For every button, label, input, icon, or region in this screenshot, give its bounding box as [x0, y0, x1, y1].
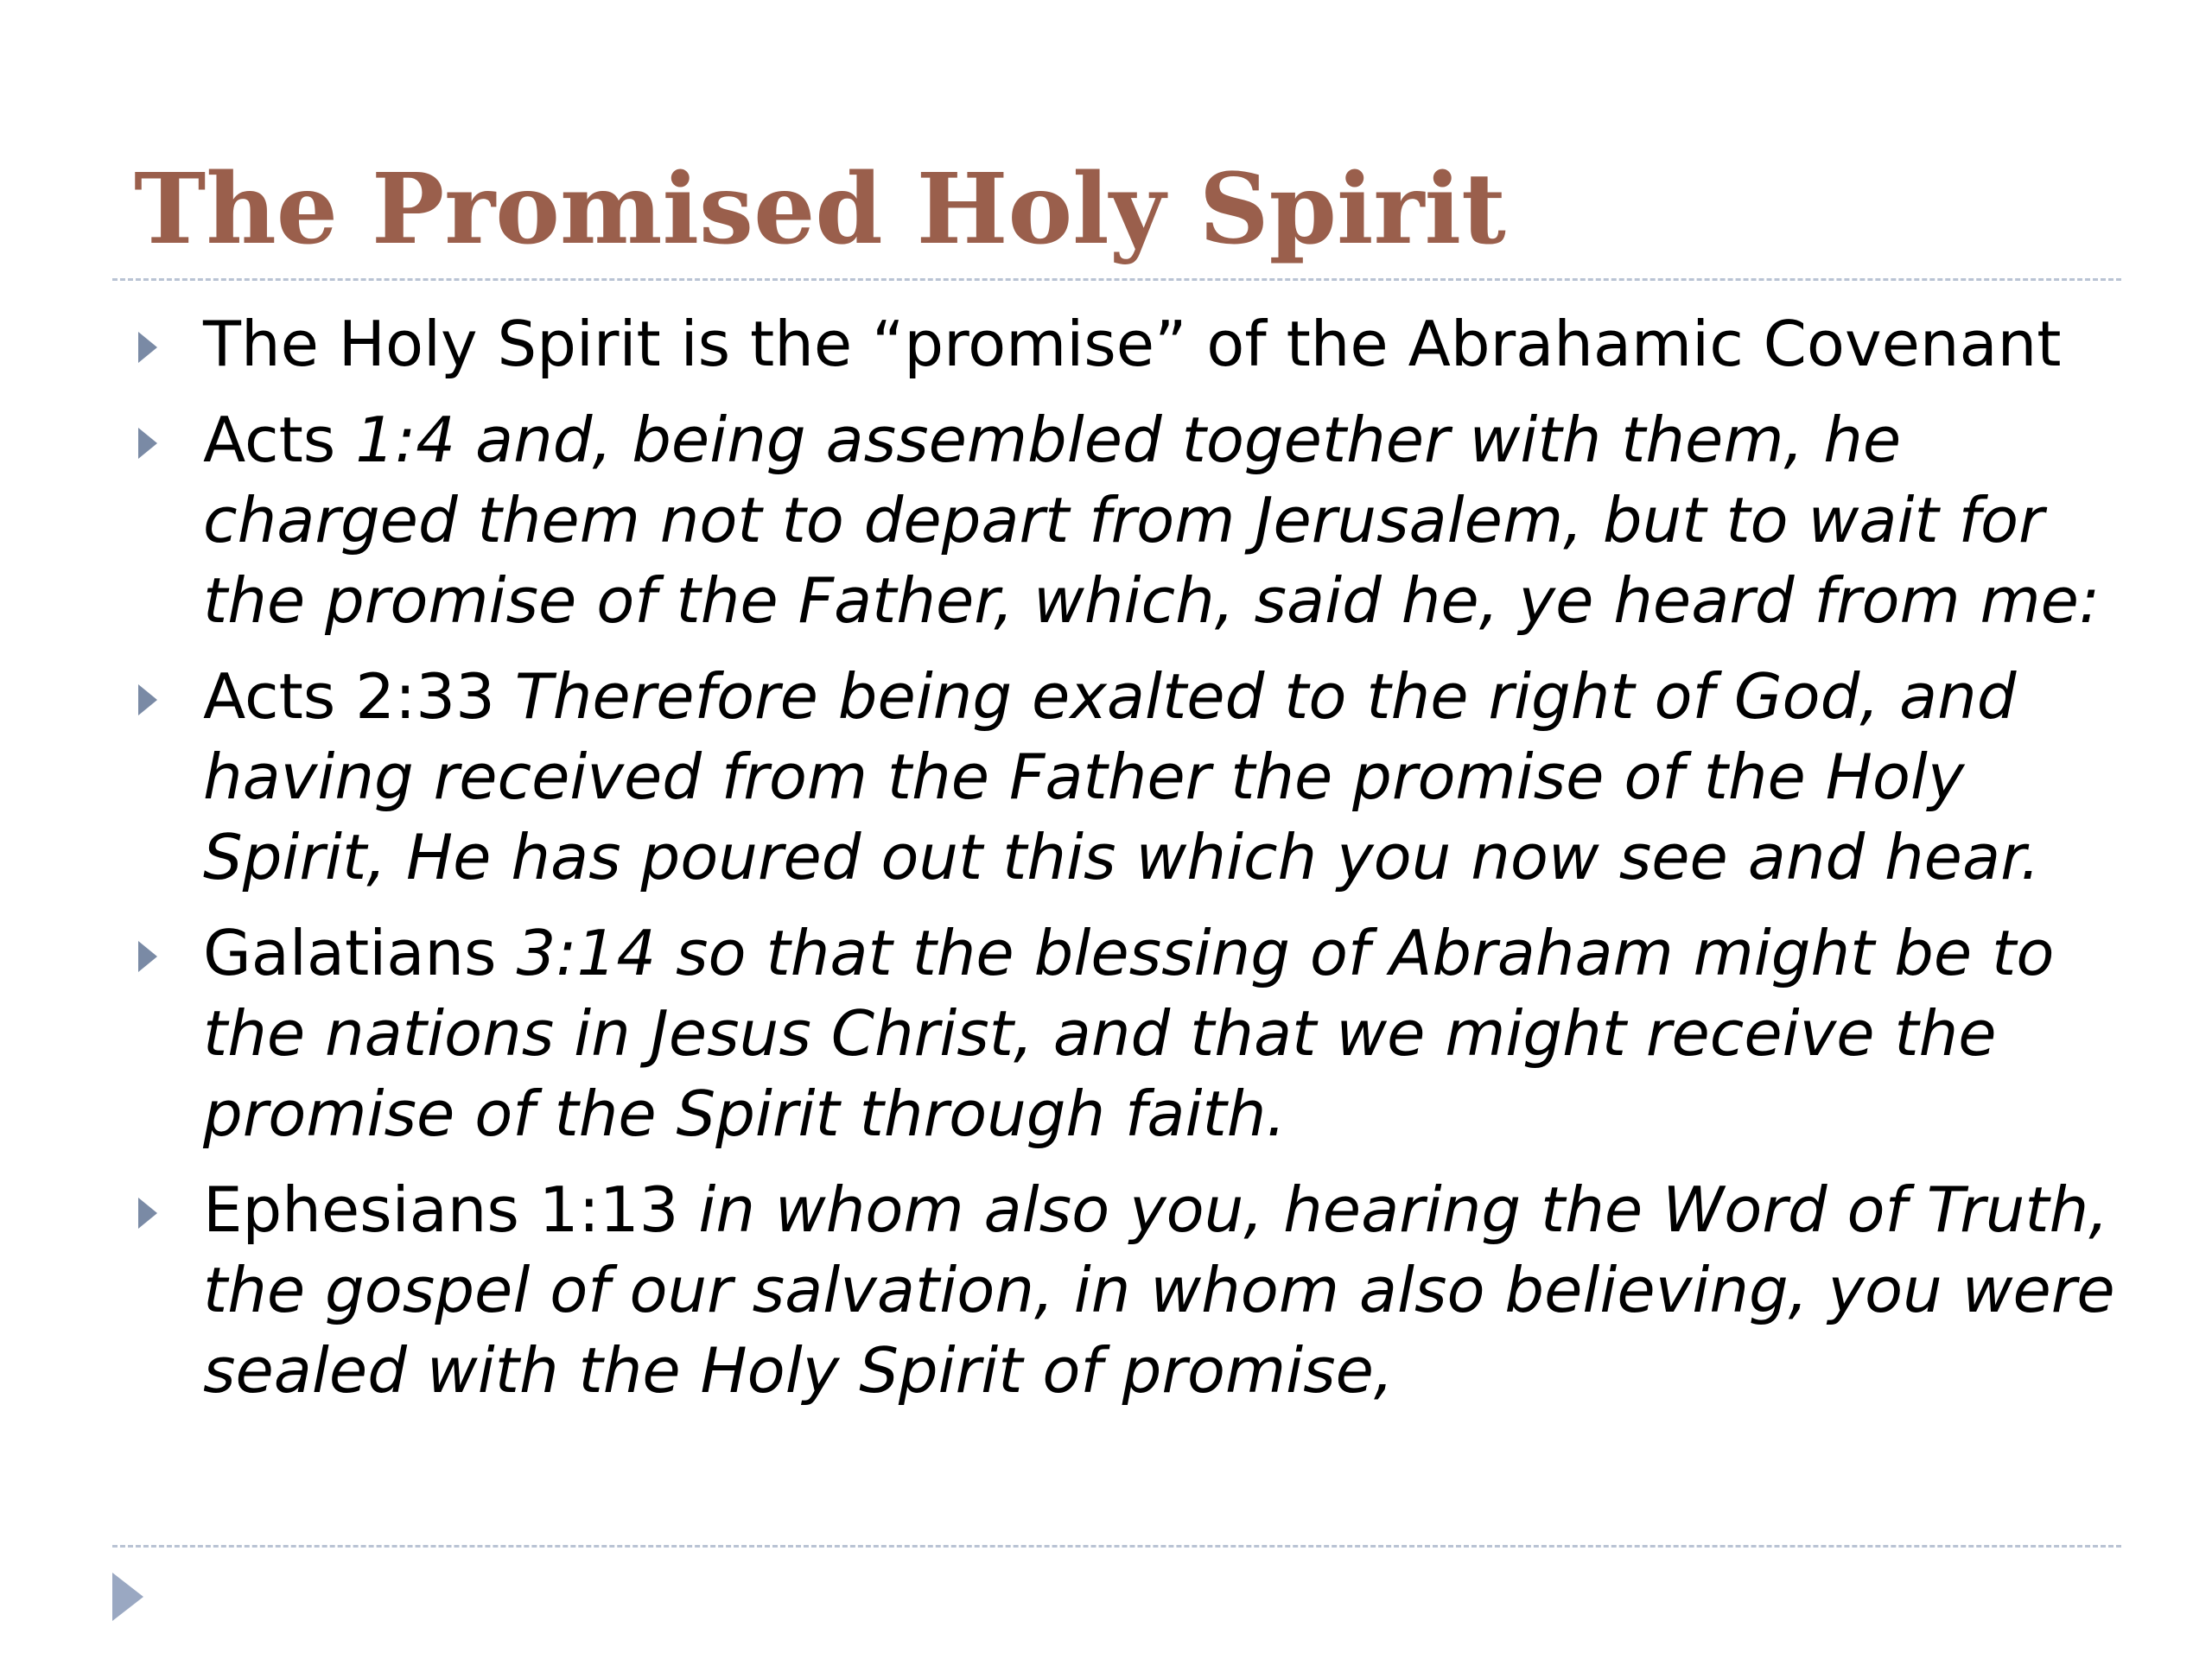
triangle-bullet-icon: [138, 941, 157, 972]
triangle-bullet-icon: [138, 1198, 157, 1229]
scripture-book: Galatians: [203, 917, 497, 989]
scripture-book: Acts: [203, 660, 336, 733]
scripture-reference: 1:13: [538, 1173, 679, 1246]
corner-triangle-icon: [112, 1573, 143, 1621]
scripture-reference: 1:4: [355, 404, 456, 476]
triangle-bullet-icon: [138, 428, 157, 459]
scripture-reference: 3:14: [516, 917, 657, 989]
verse-text: so that the blessing of Abraham might be to the nations in Jesus Christ, and that we might receive the promise of the Spirit through faith.: [203, 917, 2055, 1150]
slide-title: The Promised Holy Spirit: [134, 153, 1506, 266]
bullet-item: [130, 657, 2143, 898]
triangle-bullet-icon: [138, 684, 157, 715]
triangle-bullet-icon: [138, 332, 157, 363]
footer-divider: [112, 1545, 2121, 1548]
verse-text: Therefore being exalted to the right of God, and having received from the Father the promise of the Holy Spirit, He has poured out this which you now see and hear.: [203, 660, 2040, 893]
title-divider: [112, 278, 2121, 281]
bullet-list: [130, 304, 2143, 1427]
scripture-book: Ephesians: [203, 1173, 519, 1246]
bullet-item: [130, 400, 2143, 641]
scripture-reference: 2:33: [355, 660, 495, 733]
bullet-item: [130, 1170, 2143, 1411]
bullet-item: [130, 304, 2143, 385]
verse-text: in whom also you, hearing the Word of Truth, the gospel of our salvation, in whom also believing, you were sealed with the Holy Spirit of promise,: [203, 1173, 2115, 1407]
scripture-book: Acts: [203, 404, 336, 476]
verse-text: and, being assembled together with them, he charged them not to depart from Jerusalem, but to wait for the promise of the Father, which, said he, ye heard from me:: [203, 404, 2101, 637]
bullet-text: The Holy Spirit is the “promise” of the Abrahamic Covenant: [203, 308, 2062, 380]
bullet-item: [130, 913, 2143, 1154]
